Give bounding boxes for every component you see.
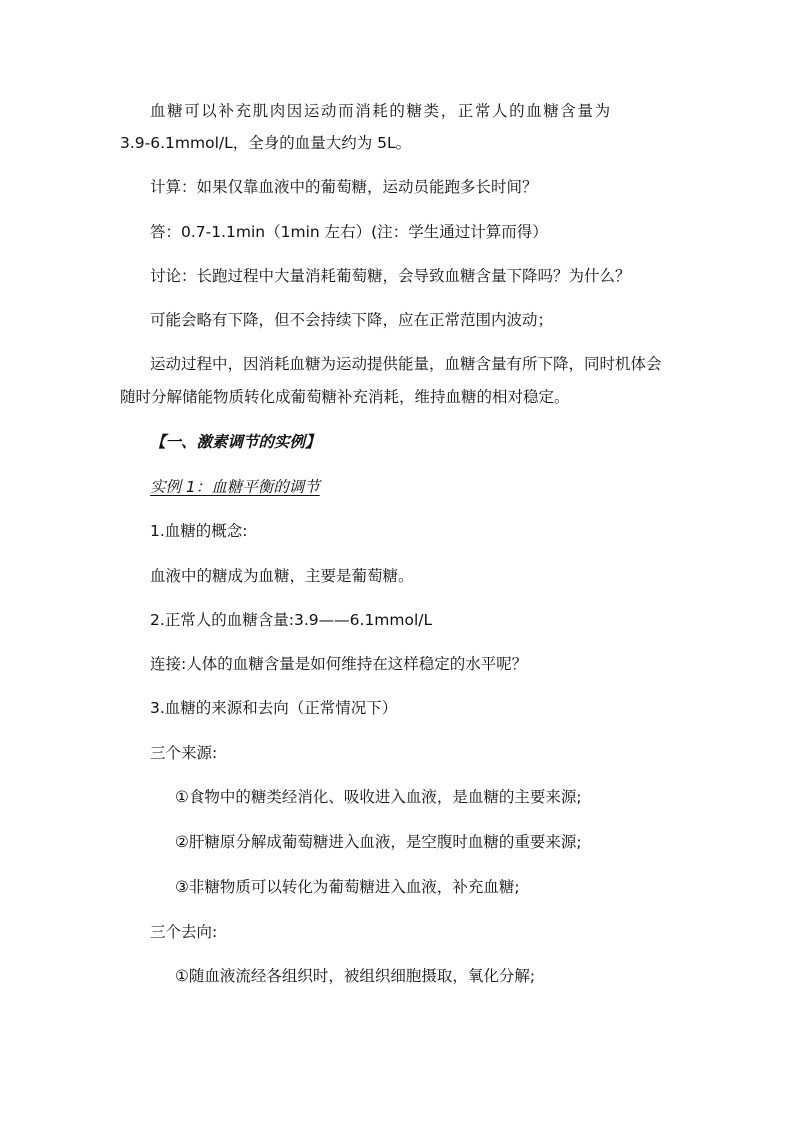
item-connection: 连接:人体的血糖含量是如何维持在这样稳定的水平呢？ <box>150 655 528 673</box>
paragraph-discussion: 讨论：长跑过程中大量消耗葡萄糖，会导致血糖含量下降吗？为什么？ <box>150 267 631 285</box>
section-heading: 【一、激素调节的实例】 <box>150 433 321 451</box>
item-blood-sugar-definition: 血液中的糖成为血糖，主要是葡萄糖。 <box>150 567 414 585</box>
paragraph-exercise-line-1: 运动过程中，因消耗血糖为运动提供能量，血糖含量有所下降，同时机体会 <box>150 355 662 373</box>
paragraph-answer: 答：0.7-1.1min（1min 左右）(注：学生通过计算而得） <box>150 223 548 241</box>
source-item-2: ②肝糖原分解成葡萄糖进入血液，是空腹时血糖的重要来源; <box>175 833 582 851</box>
source-item-1: ①食物中的糖类经消化、吸收进入血液，是血糖的主要来源; <box>175 788 582 806</box>
destination-item-1: ①随血液流经各组织时，被组织细胞摄取，氧化分解; <box>175 967 536 985</box>
paragraph-fluctuation: 可能会略有下降，但不会持续下降，应在正常范围内波动； <box>150 311 554 329</box>
paragraph-1-line-1: 血糖可以补充肌肉因运动而消耗的糖类，正常人的血糖含量为 <box>150 102 612 120</box>
paragraph-calculation: 计算：如果仅靠血液中的葡萄糖，运动员能跑多长时间？ <box>150 178 538 196</box>
destinations-label: 三个去向: <box>150 923 218 941</box>
section-subheading: 实例 1：血糖平衡的调节 <box>150 478 320 496</box>
paragraph-1-line-2: 3.9-6.1mmol/L，全身的血量大约为 5L。 <box>120 134 412 152</box>
item-blood-sugar-concept: 1.血糖的概念: <box>150 522 248 540</box>
paragraph-exercise-line-2: 随时分解储能物质转化成葡萄糖补充消耗，维持血糖的相对稳定。 <box>120 388 570 406</box>
item-sources-and-destinations: 3.血糖的来源和去向（正常情况下） <box>150 699 398 717</box>
sources-label: 三个来源: <box>150 744 218 762</box>
source-item-3: ③非糖物质可以转化为葡萄糖进入血液，补充血糖; <box>175 878 520 896</box>
item-normal-level: 2.正常人的血糖含量:3.9——6.1mmol/L <box>150 611 433 629</box>
